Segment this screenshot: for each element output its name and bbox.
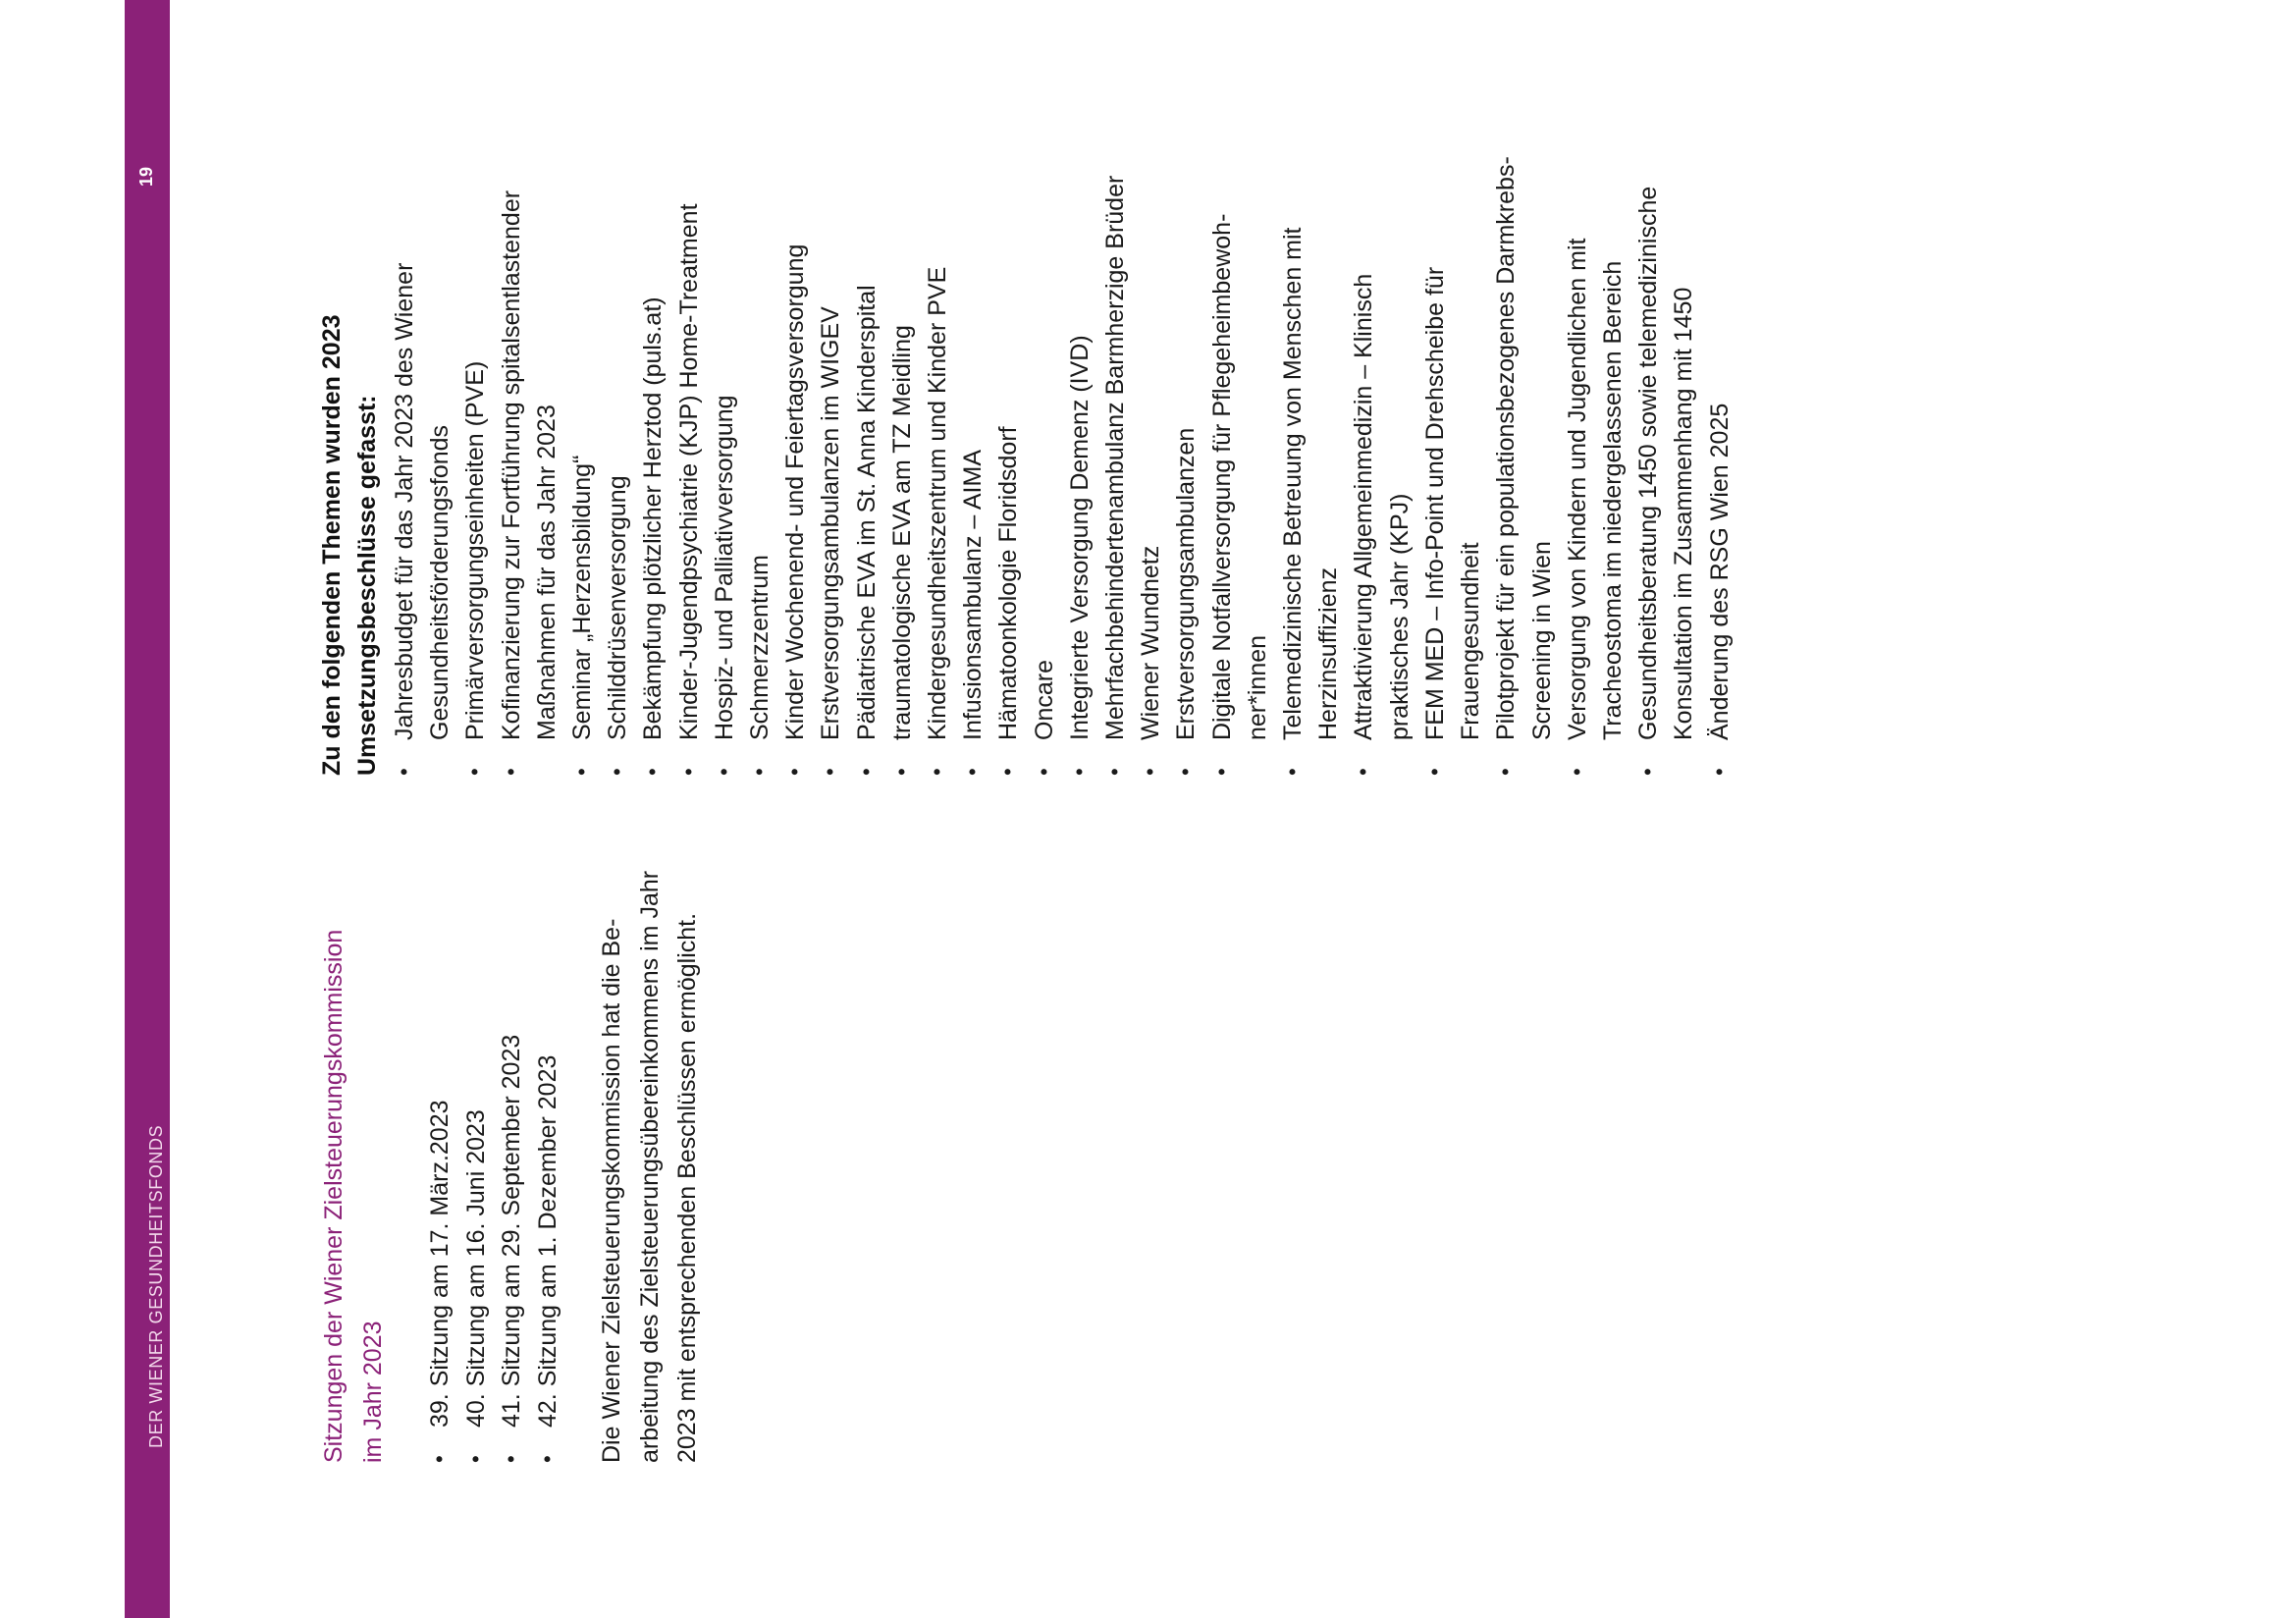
page-number: 19 [136, 166, 156, 187]
list-item: • traumatologische EVA am TZ Meidling [884, 147, 920, 776]
list-item: • 40. Sitzung am 16. Juni 2023 [458, 835, 495, 1463]
list-item: • Hämatoonkologie Floridsdorf [990, 147, 1026, 776]
list-item: • 41. Sitzung am 29. September 2023 [494, 835, 530, 1463]
band-label: DER WIENER GESUNDHEITSFONDS [146, 1124, 166, 1448]
list-item: • Schilddrüsenversorgung [600, 147, 635, 776]
list-item: • Jahresbudget für das Jahr 2023 des Wiener Gesundheitsförderungsfonds [387, 147, 457, 776]
list-item: • Primärversorgungseinheiten (PVE) [457, 147, 493, 776]
list-item: • Integrierte Versorgung Demenz (IVD) [1062, 147, 1097, 776]
list-item: • Versorgung von Kindern und Jugendlichen mit Tracheostoma im niedergelassenen Bereich [1560, 147, 1630, 776]
list-item: • Schmerzzentrum [742, 147, 777, 776]
list-item: • Infusionsambulanz – AIMA [955, 147, 990, 776]
list-item: • Kinder Wochenend- und Feiertagsversorgung [777, 147, 813, 776]
list-item: • Seminar „Herzensbildung“ [564, 147, 600, 776]
list-item: • Bekämpfung plötzlicher Herztod (puls.at) [635, 147, 670, 776]
list-item: • Attraktivierung Allgemeinmedizin – Klinisch praktisches Jahr (KPJ) [1346, 147, 1416, 776]
list-item: • 42. Sitzung am 1. Dezember 2023 [530, 835, 566, 1463]
paragraph-line: 2023 mit entsprechenden Beschlüssen ermöglicht. [673, 912, 701, 1463]
list-item: • Pädiatrische EVA im St. Anna Kinderspital [849, 147, 884, 776]
commission-paragraph [593, 835, 707, 1463]
resolutions-title-line2: Umsetzungsbeschlüsse gefasst: [353, 395, 381, 776]
section-title [314, 835, 393, 1463]
list-item: • Telemedizinische Betreuung von Menschen mit Herzinsuffizienz [1275, 147, 1346, 776]
list-item: • Kindergesundheitszentrum und Kinder PVE [920, 147, 955, 776]
list-item: • Digitale Notfallversorgung für Pflegeheimbewoh-ner*innen [1204, 147, 1275, 776]
section-title-line1: Sitzungen der Wiener Zielsteuerungskommission [320, 929, 347, 1463]
list-item: • Oncare [1027, 147, 1062, 776]
list-item: • Änderung des RSG Wien 2025 [1702, 147, 1737, 776]
list-item: • Gesundheitsberatung 1450 sowie telemedizinische Konsultation im Zusammenhang mit 1450 [1630, 147, 1701, 776]
list-item: • 39. Sitzung am 17. März.2023 [422, 835, 458, 1463]
list-item: • Kofinanzierung zur Fortführung spitalsentlastender Maßnahmen für das Jahr 2023 [494, 147, 564, 776]
list-item: • FEM MED – Info-Point und Drehscheibe für Frauengesundheit [1417, 147, 1488, 776]
resolutions-list [387, 147, 1737, 776]
list-item: • Erstversorgungsambulanzen im WIGEV [813, 147, 848, 776]
list-item: • Hospiz- und Palliativversorgung [707, 147, 742, 776]
left-column [314, 835, 707, 1463]
right-column [314, 147, 1737, 776]
paragraph-line: arbeitung des Zielsteuerungsübereinkommens im Jahr [635, 870, 664, 1463]
paragraph-line: Die Wiener Zielsteuerungskommission hat die Be- [598, 918, 625, 1463]
list-item: • Kinder-Jugendpsychiatrie (KJP) Home-Treatment [671, 147, 707, 776]
rotated-content [314, 157, 1885, 1463]
list-item: • Wiener Wundnetz [1133, 147, 1168, 776]
section-title-line2: im Jahr 2023 [359, 1321, 387, 1463]
meetings-list [422, 835, 565, 1463]
resolutions-title [314, 147, 385, 776]
list-item: • Mehrfachbehindertenambulanz Barmherzige Brüder [1097, 147, 1133, 776]
list-item: • Erstversorgungsambulanzen [1168, 147, 1203, 776]
resolutions-title-line1: Zu den folgenden Themen wurden 2023 [318, 314, 346, 776]
list-item: • Pilotprojekt für ein populationsbezogenes Darmkrebs-Screening in Wien [1488, 147, 1559, 776]
